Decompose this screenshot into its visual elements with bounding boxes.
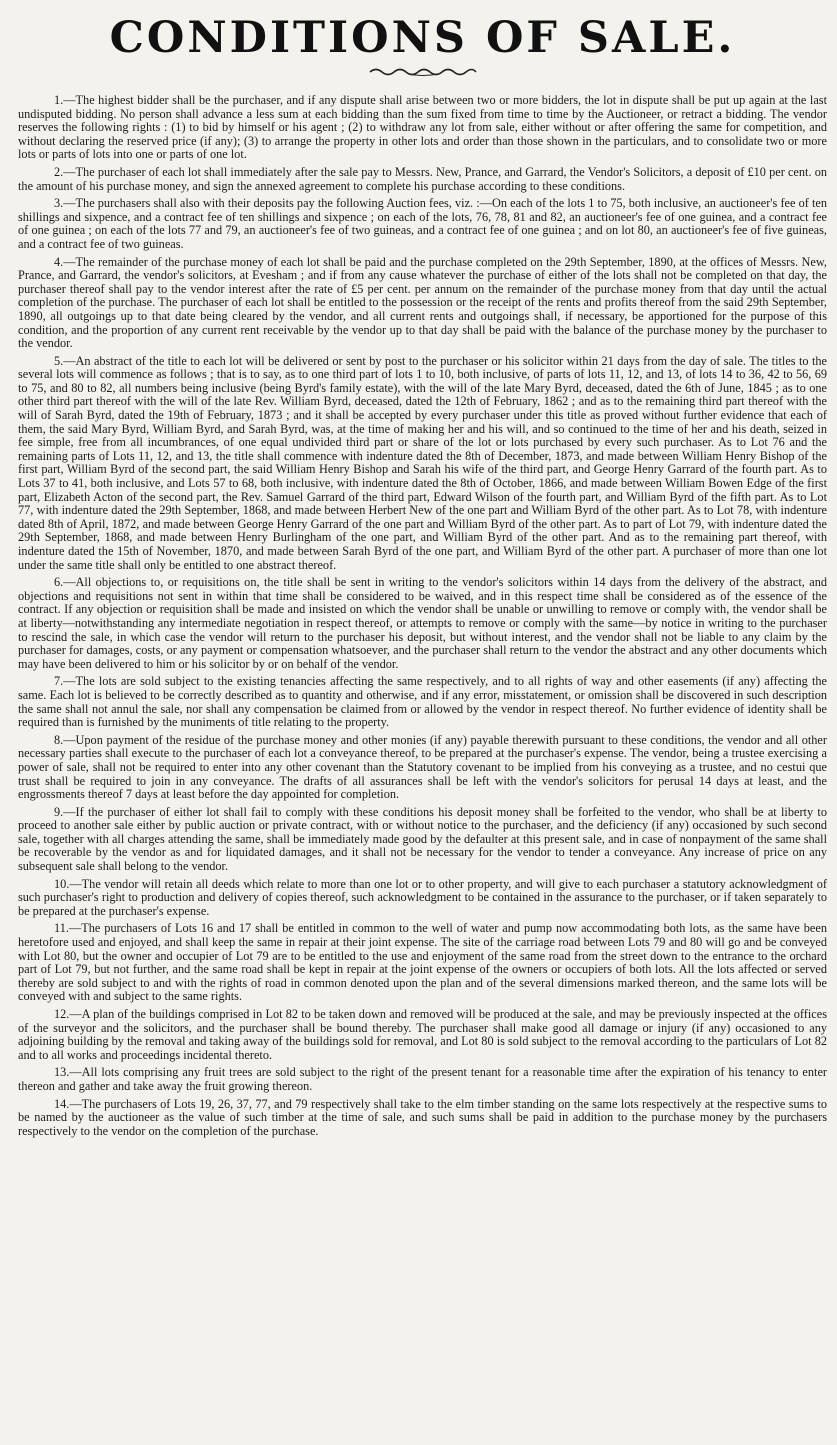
condition-number: 9. [54, 804, 64, 819]
condition-number: 4. [54, 254, 64, 269]
condition-paragraph: 14.—The purchasers of Lots 19, 26, 37, 77, and 79 respectively shall take to the elm timber standing on the same lots respectively at the respective sums to be named by the auctioneer as the value of such timber at the time of sale, and such sums shall be paid in addition to the purchase money by the purchasers respectively to the vendor on the completion of the purchase. [18, 1096, 827, 1138]
condition-paragraph: 11.—The purchasers of Lots 16 and 17 shall be entitled in common to the well of water and pump now accommodating both lots, as the same have been heretofore used and enjoyed, and shall keep the same in repair at their joint expense. The site of the carriage road between Lots 79 and 80 will go and be conveyed with Lot 80, but the owner and occupier of Lot 79 are to be entitled to the use and enjoyment of the same road from the street down to the entrance to the orchard part of Lot 79, but not further, and the same road shall be kept in repair at the joint expense of the owners or occupiers of both lots. All the lots affected or served thereby are sold subject to and with the rights of road in common denoted upon the plan and of the several dimensions marked thereon, and the same lots will be conveyed with and subject to the same rights. [18, 921, 827, 1004]
condition-paragraph: 4.—The remainder of the purchase money of each lot shall be paid and the purchase completed on the 29th September, 1890, at the offices of Messrs. New, Prance, and Garrard, the vendor's solicitors, at Evesham ; and if from any cause whatever the purchase of either of the lots shall not be completed on that day, the purchaser thereof shall pay to the vendor interest after the rate of £5 per cent. per annum on the remainder of the purchase money from that day until the actual completion of the purchase. The purchaser of each lot shall be entitled to the possession or the receipt of the rents and profits thereof from the said 29th September, 1890, all outgoings up to that date being cleared by the vendor, and all current rents and outgoings shall, if necessary, be apportioned for the purpose of this condition, and the proportion of any current rent receivable by the vendor up to that day shall be paid with the balance of the purchase money by the purchaser to the vendor. [18, 254, 827, 351]
condition-paragraph: 1.—The highest bidder shall be the purchaser, and if any dispute shall arise between two or more bidders, the lot in dispute shall be put up again at the last undisputed bidding. No person shall advance a less sum at each bidding than the sum fixed from time to time by the Auctioneer, or retract a bidding. The vendor reserves the following rights : (1) to bid by himself or his agent ; (2) to withdraw any lot from sale, either without or after offering the same for competition, and without declaring the reserved price (if any); (3) to arrange the property in other lots and order than those shown in the particulars, and to consolidate two or more lots or parts of lots into one or parts of one lot. [18, 93, 827, 162]
condition-number: 13. [54, 1065, 70, 1080]
title-ornament-icon [368, 66, 478, 78]
condition-text: An abstract of the title to each lot will be delivered or sent by post to the purchaser or his solicitor within 21 days from the day of sale. The titles to the several lots will commence as follows ; that is to say, as to one third part of lots 1 to 10, both inclusive, of parts of lots 11, 12, and 13, of lots 14 to 36, 42 to 56, 69 to 75, and 80 to 82, all numbers being inclusive (being Byrd's family estate), with the will of the late Mary Byrd, deceased, dated the 6th of June, 1845 ; as to one other third part thereof with the will of the late Rev. William Byrd, deceased, dated the 12th of February, 1862 ; and as to the remaining third part thereof with the will of Sarah Byrd, dated the 19th of February, 1873 ; and it shall be accepted by every purchaser under this title as proved without further evidence that each of them, the said Mary Byrd, William Byrd, and Sarah Byrd, was, at the time of making her and his will, and so continued to the time of her and his death, seized in fee simple, free from all incumbrances, of one equal undivided third part or share of the lot or lots purchased by every such purchaser. As to Lot 76 and the remaining parts of Lots 11, 12, and 13, the title shall commence with indenture dated the 8th of December, 1873, and made between William Henry Bishop of the first part, William Byrd of the second part, the said William Henry Bishop and Sarah his wife of the third part, and George Henry Garrard of the fourth part. As to Lots 37 to 41, both inclusive, and Lots 57 to 68, both inclusive, with indenture dated the 8th of October, 1866, and made between William Bowen Edge of the first part, Elizabeth Acton of the second part, the Rev. Samuel Garrard of the third part, Edward Wilson of the fourth part, and William Byrd of the fifth part. As to Lot 77, with indenture dated the 29th September, 1868, and made between Herbert New of the one part and William Byrd of the other part. As to Lot 78, with indenture dated 8th of April, 1872, and made between George Henry Garrard of the one part and William Byrd of the other part. As to part of Lot 79, with indenture dated the 29th September, 1868, and made between Henry Burlingham of the one part, and William Byrd of the other part. And as to the remaining part thereof, with indenture dated the 15th of November, 1870, and made between Sarah Byrd of the one part, and William Byrd of the other part. A purchaser of more than one lot under the same title shall only be entitled to one abstract thereof. [18, 353, 827, 572]
condition-paragraph: 5.—An abstract of the title to each lot will be delivered or sent by post to the purchaser or his solicitor within 21 days from the day of sale. The titles to the several lots will commence as follows ; that is to say, as to one third part of lots 1 to 10, both inclusive, of parts of lots 11, 12, and 13, of lots 14 to 36, 42 to 56, 69 to 75, and 80 to 82, all numbers being inclusive (being Byrd's family estate), with the will of the late Mary Byrd, deceased, dated the 6th of June, 1845 ; as to one other third part thereof with the will of the late Rev. William Byrd, deceased, dated the 12th of February, 1862 ; and as to the remaining third part thereof with the will of Sarah Byrd, dated the 19th of February, 1873 ; and it shall be accepted by every purchaser under this title as proved without further evidence that each of them, the said Mary Byrd, William Byrd, and Sarah Byrd, was, at the time of making her and his will, and so continued to the time of her and his death, seized in fee simple, free from all incumbrances, of one equal undivided third part or share of the lot or lots purchased by every such purchaser. As to Lot 76 and the remaining parts of Lots 11, 12, and 13, the title shall commence with indenture dated the 8th of December, 1873, and made between William Henry Bishop of the first part, William Byrd of the second part, the said William Henry Bishop and Sarah his wife of the third part, and George Henry Garrard of the fourth part. As to Lots 37 to 41, both inclusive, and Lots 57 to 68, both inclusive, with indenture dated the 8th of October, 1866, and made between William Bowen Edge of the first part, Elizabeth Acton of the second part, the Rev. Samuel Garrard of the third part, Edward Wilson of the fourth part, and William Byrd of the fifth part. As to Lot 77, with indenture dated the 29th September, 1868, and made between Herbert New of the one part and William Byrd of the other part. As to Lot 78, with indenture dated 8th of April, 1872, and made between George Henry Garrard of the one part and William Byrd of the other part. As to part of Lot 79, with indenture dated the 29th September, 1868, and made between Henry Burlingham of the one part, and William Byrd of the other part. And as to the remaining part thereof, with indenture dated the 15th of November, 1870, and made between Sarah Byrd of the one part, and William Byrd of the other part. A purchaser of more than one lot under the same title shall only be entitled to one abstract thereof. [18, 353, 827, 572]
condition-number: 8. [54, 732, 64, 747]
condition-text: All lots comprising any fruit trees are sold subject to the right of the present tenant for a reasonable time after the expiration of his tenancy to enter thereon and gather and take away the fruit growing thereon. [18, 1065, 827, 1093]
condition-paragraph: 9.—If the purchaser of either lot shall fail to comply with these conditions his deposit money shall be forfeited to the vendor, who shall be at liberty to proceed to another sale either by public auction or private contract, with or without notice to the purchaser, and the deficiency (if any) occasioned by such second sale, together with all charges attending the same, shall be immediately made good by the defaulter at this present sale, and in case of nonpayment of the same shall be recoverable by the vendor as and for liquidated damages, and it shall not be necessary for the vendor to tender a conveyance. Any increase of price on any subsequent sale shall belong to the vendor. [18, 804, 827, 874]
condition-paragraph: 3.—The purchasers shall also with their deposits pay the following Auction fees, viz. :—On each of the lots 1 to 75, both inclusive, an auctioneer's fee of ten shillings and sixpence, and a contract fee of ten shillings and sixpence ; on each of the lots, 76, 78, 81 and 82, an auctioneer's fee of one guinea, and a contract fee of one guinea ; on each of the lots 77 and 79, an auctioneer's fee of two guineas, and a contract fee of one guinea ; and on lot 80, an auctioneer's fee of five guineas, and a contract fee of two guineas. [18, 196, 827, 251]
condition-text: The lots are sold subject to the existing tenancies affecting the same respectively, and to all rights of way and other easements (if any) affecting the same. Each lot is believed to be correctly described as to quantity and otherwise, and if any error, misstatement, or omission shall be discovered in such description the same shall not annul the sale, nor shall any compensation be claimed from or allowed by the vendor in respect thereof. No further evidence of identity shall be required than is furnished by the muniments of title relating to the property. [18, 674, 827, 730]
condition-number: 3. [54, 196, 64, 211]
condition-paragraph: 12.—A plan of the buildings comprised in Lot 82 to be taken down and removed will be produced at the sale, and may be previously inspected at the offices of the surveyor and the solicitors, and the purchaser shall be bound thereby. The purchaser shall make good all damage or injury (if any) occasioned to any adjoining building by the removal and taking away of the buildings sold for removal, and Lot 80 is sold subject to the removal according to the particulars of Lot 82 and to all works and proceedings incidental thereto. [18, 1007, 827, 1062]
condition-number: 7. [54, 674, 64, 689]
condition-number: 14. [54, 1096, 70, 1111]
condition-text: The purchasers of Lots 16 and 17 shall be entitled in common to the well of water and pump now accommodating both lots, as the same have been heretofore used and enjoyed, and shall keep the same in repair at their joint expense. The site of the carriage road between Lots 79 and 80 will go and be conveyed with Lot 80, but the owner and occupier of Lot 79 are to be entitled to the use and enjoyment of the same road from the street down to the entrance to the orchard part of Lot 79, but not further, and the same road shall be kept in repair at the joint expense of the owners or occupiers of both lots. All the lots affected or served thereby are sold subject to and with the rights of road in common denoted upon the plan and of the several dimensions marked thereon, and the same lots will be conveyed with and subject to the same rights. [18, 921, 827, 1004]
condition-text: A plan of the buildings comprised in Lot 82 to be taken down and removed will be produced at the sale, and may be previously inspected at the offices of the surveyor and the solicitors, and the purchaser shall be bound thereby. The purchaser shall make good all damage or injury (if any) occasioned to any adjoining building by the removal and taking away of the buildings sold for removal, and Lot 80 is sold subject to the removal according to the particulars of Lot 82 and to all works and proceedings incidental thereto. [18, 1007, 827, 1062]
condition-number: 10. [54, 876, 70, 891]
condition-number: 1. [54, 93, 64, 107]
conditions-list [18, 94, 827, 1138]
condition-text: The remainder of the purchase money of each lot shall be paid and the purchase completed on the 29th September, 1890, at the offices of Messrs. New, Prance, and Garrard, the vendor's solicitors, at Evesham ; and if from any cause whatever the purchase of either of the lots shall not be completed on that day, the purchaser thereof shall pay to the vendor interest after the rate of £5 per cent. per annum on the remainder of the purchase money from that day until the actual completion of the purchase. The purchaser of each lot shall be entitled to the possession or the receipt of the rents and profits thereof from the said 29th September, 1890, all outgoings up to that date being cleared by the vendor, and all current rents and outgoings shall, if necessary, be apportioned for the purpose of this condition, and the proportion of any current rent receivable by the vendor up to that day shall be paid with the balance of the purchase money by the purchaser to the vendor. [18, 254, 827, 351]
condition-number: 12. [54, 1007, 70, 1021]
condition-number: 11. [54, 921, 69, 936]
condition-paragraph: 2.—The purchaser of each lot shall immediately after the sale pay to Messrs. New, Prance, and Garrard, the Vendor's Solicitors, a deposit of £10 per cent. on the amount of his purchase money, and sign the annexed agreement to complete his purchase according to these conditions. [18, 164, 827, 193]
condition-number: 5. [54, 353, 64, 368]
condition-text: The purchaser of each lot shall immediately after the sale pay to Messrs. New, Prance, and Garrard, the Vendor's Solicitors, a deposit of £10 per cent. on the amount of his purchase money, and sign the annexed agreement to complete his purchase according to these conditions. [18, 164, 827, 193]
condition-text: The purchasers shall also with their deposits pay the following Auction fees, viz. :—On each of the lots 1 to 75, both inclusive, an auctioneer's fee of ten shillings and sixpence, and a contract fee of ten shillings and sixpence ; on each of the lots, 76, 78, 81 and 82, an auctioneer's fee of one guinea, and a contract fee of one guinea ; on each of the lots 77 and 79, an auctioneer's fee of two guineas, and a contract fee of one guinea ; and on lot 80, an auctioneer's fee of five guineas, and a contract fee of two guineas. [18, 196, 827, 251]
condition-text: If the purchaser of either lot shall fail to comply with these conditions his deposit money shall be forfeited to the vendor, who shall be at liberty to proceed to another sale either by public auction or private contract, with or without notice to the purchaser, and the deficiency (if any) occasioned by such second sale, together with all charges attending the same, shall be immediately made good by the defaulter at this present sale, and in case of nonpayment of the same shall be recoverable by the vendor as and for liquidated damages, and it shall not be necessary for the vendor to tender a conveyance. Any increase of price on any subsequent sale shall belong to the vendor. [18, 804, 827, 874]
condition-paragraph: 10.—The vendor will retain all deeds which relate to more than one lot or to other property, and will give to each purchaser a statutory acknowledgment of such purchaser's right to production and delivery of copies thereof, such acknowledgment to be contained in the assurance to the purchaser, or if taken separately to be prepared at the purchaser's expense. [18, 876, 827, 918]
condition-text: All objections to, or requisitions on, the title shall be sent in writing to the vendor's solicitors within 14 days from the delivery of the abstract, and objections and requisitions not sent in within that time shall be considered to be waived, and in this respect time shall be considered as of the essence of the contract. If any objection or requisition shall be made and insisted on which the vendor shall be unable or unwilling to remove or comply with, the vendor shall be at liberty—notwithstanding any intermediate negotiation in respect thereof, or attempts to remove or comply with the same—by notice in writing to the purchaser to rescind the sale, in which case the vendor will return to the purchaser his deposit, but without interest, and the vendor shall not be liable to any claim by the purchaser for damages, costs, or any payment or compensation whatsoever, and the purchaser shall return to the vendor the abstract and any other documents which may have been delivered to him or his solicitor by or on behalf of the vendor. [18, 575, 827, 671]
condition-paragraph: 7.—The lots are sold subject to the existing tenancies affecting the same respectively, and to all rights of way and other easements (if any) affecting the same. Each lot is believed to be correctly described as to quantity and otherwise, and if any error, misstatement, or omission shall be discovered in such description the same shall not annul the sale, nor shall any compensation be claimed from or allowed by the vendor in respect thereof. No further evidence of identity shall be required than is furnished by the muniments of title relating to the property. [18, 674, 827, 730]
document-title: CONDITIONS OF SALE. [109, 13, 736, 63]
condition-paragraph: 6.—All objections to, or requisitions on, the title shall be sent in writing to the vendor's solicitors within 14 days from the delivery of the abstract, and objections and requisitions not sent in within that time shall be considered to be waived, and in this respect time shall be considered as of the essence of the contract. If any objection or requisition shall be made and insisted on which the vendor shall be unable or unwilling to remove or comply with, the vendor shall be at liberty—notwithstanding any intermediate negotiation in respect thereof, or attempts to remove or comply with the same—by notice in writing to the purchaser to rescind the sale, in which case the vendor will return to the purchaser his deposit, but without interest, and the vendor shall not be liable to any claim by the purchaser for damages, costs, or any payment or compensation whatsoever, and the purchaser shall return to the vendor the abstract and any other documents which may have been delivered to him or his solicitor by or on behalf of the vendor. [18, 575, 827, 671]
condition-text: The highest bidder shall be the purchaser, and if any dispute shall arise between two or more bidders, the lot in dispute shall be put up again at the last undisputed bidding. No person shall advance a less sum at each bidding than the sum fixed from time to time by the Auctioneer, or retract a bidding. The vendor reserves the following rights : (1) to bid by himself or his agent ; (2) to withdraw any lot from sale, either without or after offering the same for competition, and without declaring the reserved price (if any); (3) to arrange the property in other lots and order than those shown in the particulars, and to consolidate two or more lots or parts of lots into one or parts of one lot. [18, 93, 827, 162]
condition-paragraph: 8.—Upon payment of the residue of the purchase money and other monies (if any) payable therewith pursuant to these conditions, the vendor and all other necessary parties shall execute to the purchaser of each lot a conveyance thereof, to be prepared at the purchaser's expense. The vendor, being a trustee exercising a power of sale, shall not be required to enter into any other covenant than the Statutory covenant to be implied from his conveying as a trustee, and no cestui que trust shall be required to join in any conveyance. The drafts of all assurances shall be left with the vendor's solicitors for perusal 14 days at least, and the engrossments thereof 7 days at least before the day appointed for completion. [18, 732, 827, 802]
condition-paragraph: 13.—All lots comprising any fruit trees are sold subject to the right of the present tenant for a reasonable time after the expiration of his tenancy to enter thereon and gather and take away the fruit growing thereon. [18, 1065, 827, 1093]
condition-text: The vendor will retain all deeds which relate to more than one lot or to other property, and will give to each purchaser a statutory acknowledgment of such purchaser's right to production and delivery of copies thereof, such acknowledgment to be contained in the assurance to the purchaser, or if taken separately to be prepared at the purchaser's expense. [18, 876, 827, 918]
condition-number: 6. [54, 575, 64, 590]
condition-number: 2. [54, 164, 64, 179]
condition-text: The purchasers of Lots 19, 26, 37, 77, and 79 respectively shall take to the elm timber standing on the same lots respectively at the respective sums to be named by the auctioneer as the value of such timber at the time of sale, and such sums shall be paid in addition to the purchase money by the purchasers respectively to the vendor on the completion of the purchase. [18, 1096, 827, 1138]
condition-text: Upon payment of the residue of the purchase money and other monies (if any) payable therewith pursuant to these conditions, the vendor and all other necessary parties shall execute to the purchaser of each lot a conveyance thereof, to be prepared at the purchaser's expense. The vendor, being a trustee exercising a power of sale, shall not be required to enter into any other covenant than the Statutory covenant to be implied from his conveying as a trustee, and no cestui que trust shall be required to join in any conveyance. The drafts of all assurances shall be left with the vendor's solicitors for perusal 14 days at least, and the engrossments thereof 7 days at least before the day appointed for completion. [18, 732, 827, 802]
